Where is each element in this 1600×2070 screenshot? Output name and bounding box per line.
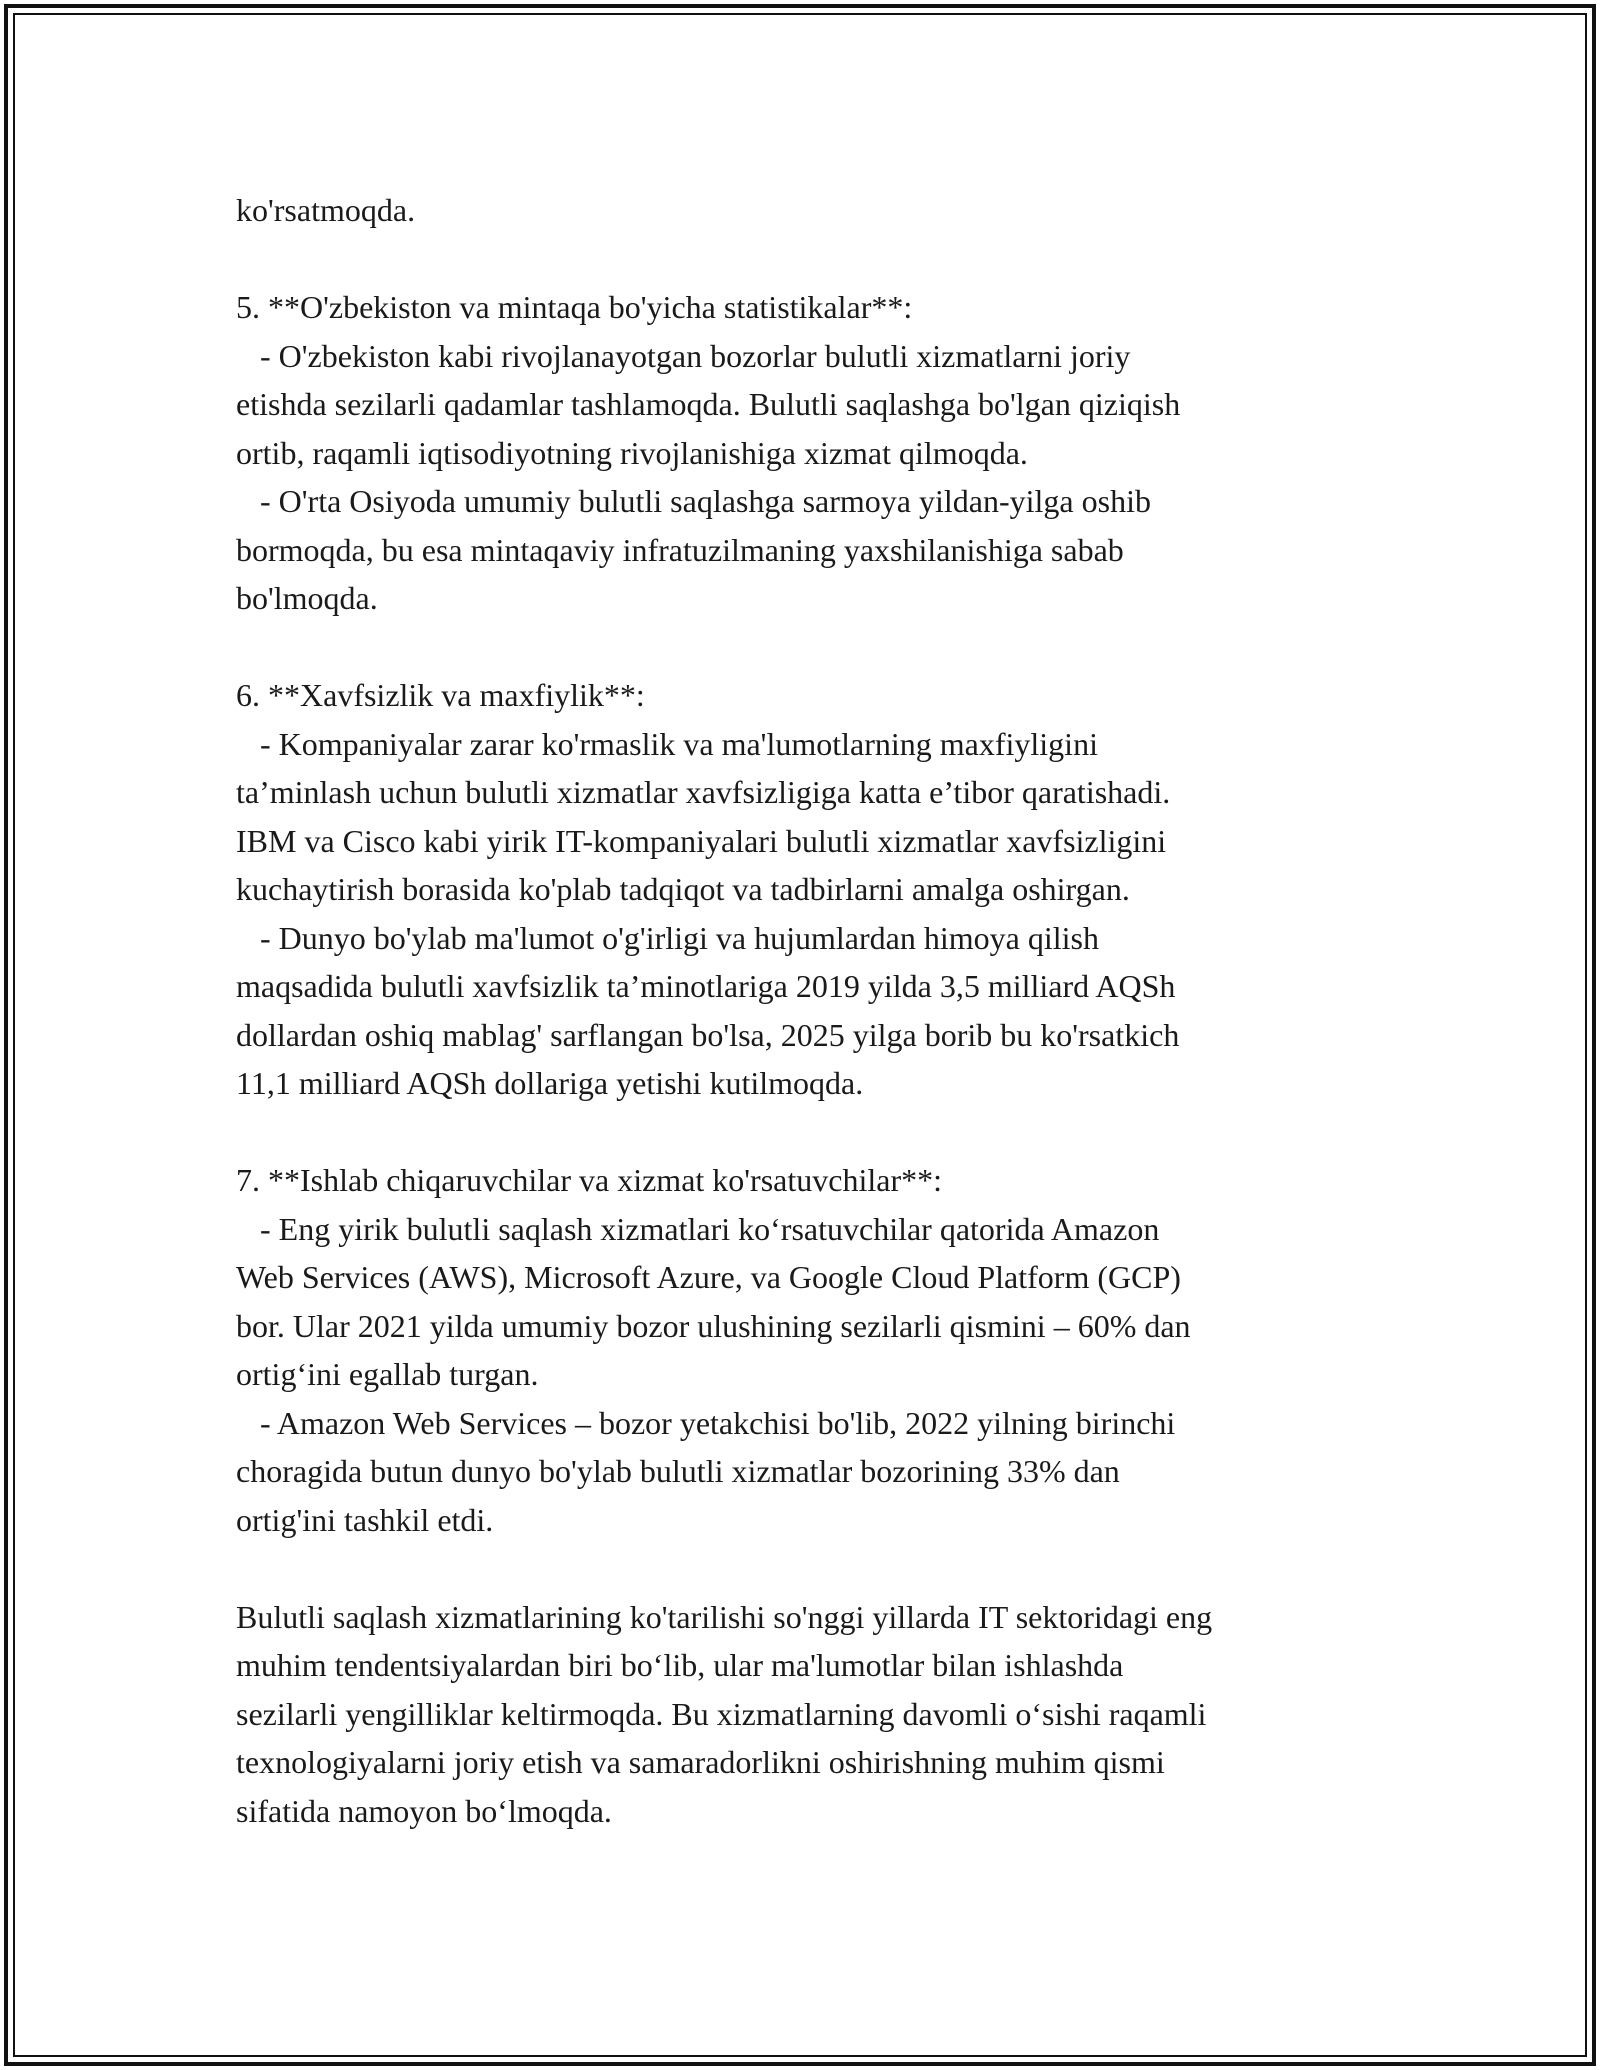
text-line: ortig‘ini egallab turgan. <box>236 1356 539 1392</box>
text-line: bo'lmoqda. <box>236 580 378 616</box>
text-line: choragida butun dunyo bo'ylab bulutli xizmatlar bozorining 33% dan <box>236 1453 1120 1489</box>
text-line: - O'rta Osiyoda umumiy bulutli saqlashga sarmoya yildan-yilga oshib <box>236 483 1151 519</box>
text-line: - Kompaniyalar zarar ko'rmaslik va ma'lumotlarning maxfiyligini <box>236 725 1098 762</box>
text-line: dollardan oshiq mablag' sarflangan bo'lsa, 2025 yilga borib bu ko'rsatkich <box>236 1016 1180 1053</box>
text-line: texnologiyalarni joriy etish va samaradorlikni oshirishning muhim qismi <box>236 1744 1165 1780</box>
text-line: - O'zbekiston kabi rivojlanayotgan bozorlar bulutli xizmatlarni joriy <box>236 337 1131 374</box>
text-line: bormoqda, bu esa mintaqaviy infratuzilmaning yaxshilanishiga sabab <box>236 531 1124 568</box>
text-line: 11,1 milliard AQSh dollariga yetishi kutilmoqda. <box>236 1065 864 1101</box>
text-line: ortig'ini tashkil etdi. <box>236 1501 494 1538</box>
text-line: sezilarli yengilliklar keltirmoqda. Bu xizmatlarning davomli o‘sishi raqamli <box>236 1695 1207 1732</box>
text-line: muhim tendentsiyalardan biri bo‘lib, ular ma'lumotlar bilan ishlashda <box>236 1647 1124 1683</box>
section-heading: 5. **O'zbekiston va mintaqa bo'yicha statistikalar**: <box>236 289 913 325</box>
section-heading: 7. **Ishlab chiqaruvchilar va xizmat ko'rsatuvchilar**: <box>236 1162 942 1198</box>
text-line: maqsadida bulutli xavfsizlik ta’minotlariga 2019 yilda 3,5 milliard AQSh <box>236 968 1176 1004</box>
text-line: bor. Ular 2021 yilda umumiy bozor ulushining sezilarli qismini – 60% dan <box>236 1307 1191 1344</box>
text-line: ortib, raqamli iqtisodiyotning rivojlanishiga xizmat qilmoqda. <box>236 434 1028 471</box>
text-line: ta’minlash uchun bulutli xizmatlar xavfsizligiga katta e’tibor qaratishadi. <box>236 774 1171 810</box>
text-line: - Eng yirik bulutli saqlash xizmatlari ko‘rsatuvchilar qatorida Amazon <box>236 1210 1160 1247</box>
text-line: Web Services (AWS), Microsoft Azure, va Google Cloud Platform (GCP) <box>236 1259 1181 1295</box>
text-line: - Dunyo bo'ylab ma'lumot o'g'irligi va hujumlardan himoya qilish <box>236 919 1099 956</box>
text-line: - Amazon Web Services – bozor yetakchisi bo'lib, 2022 yilning birinchi <box>236 1404 1176 1441</box>
text-line: etishda sezilarli qadamlar tashlamoqda. Bulutli saqlashga bo'lgan qiziqish <box>236 386 1181 422</box>
text-line: ko'rsatmoqda. <box>236 192 416 228</box>
text-line: IBM va Cisco kabi yirik IT-kompaniyalari bulutli xizmatlar xavfsizligini <box>236 822 1167 859</box>
document-body <box>236 186 1416 1835</box>
section-heading: 6. **Xavfsizlik va maxfiylik**: <box>236 677 645 713</box>
text-line: sifatida namoyon bo‘lmoqda. <box>236 1792 612 1829</box>
text-line: kuchaytirish borasida ko'plab tadqiqot va tadbirlarni amalga oshirgan. <box>236 871 1130 907</box>
text-line: Bulutli saqlash xizmatlarining ko'tarilishi so'nggi yillarda IT sektoridagi eng <box>236 1598 1213 1635</box>
